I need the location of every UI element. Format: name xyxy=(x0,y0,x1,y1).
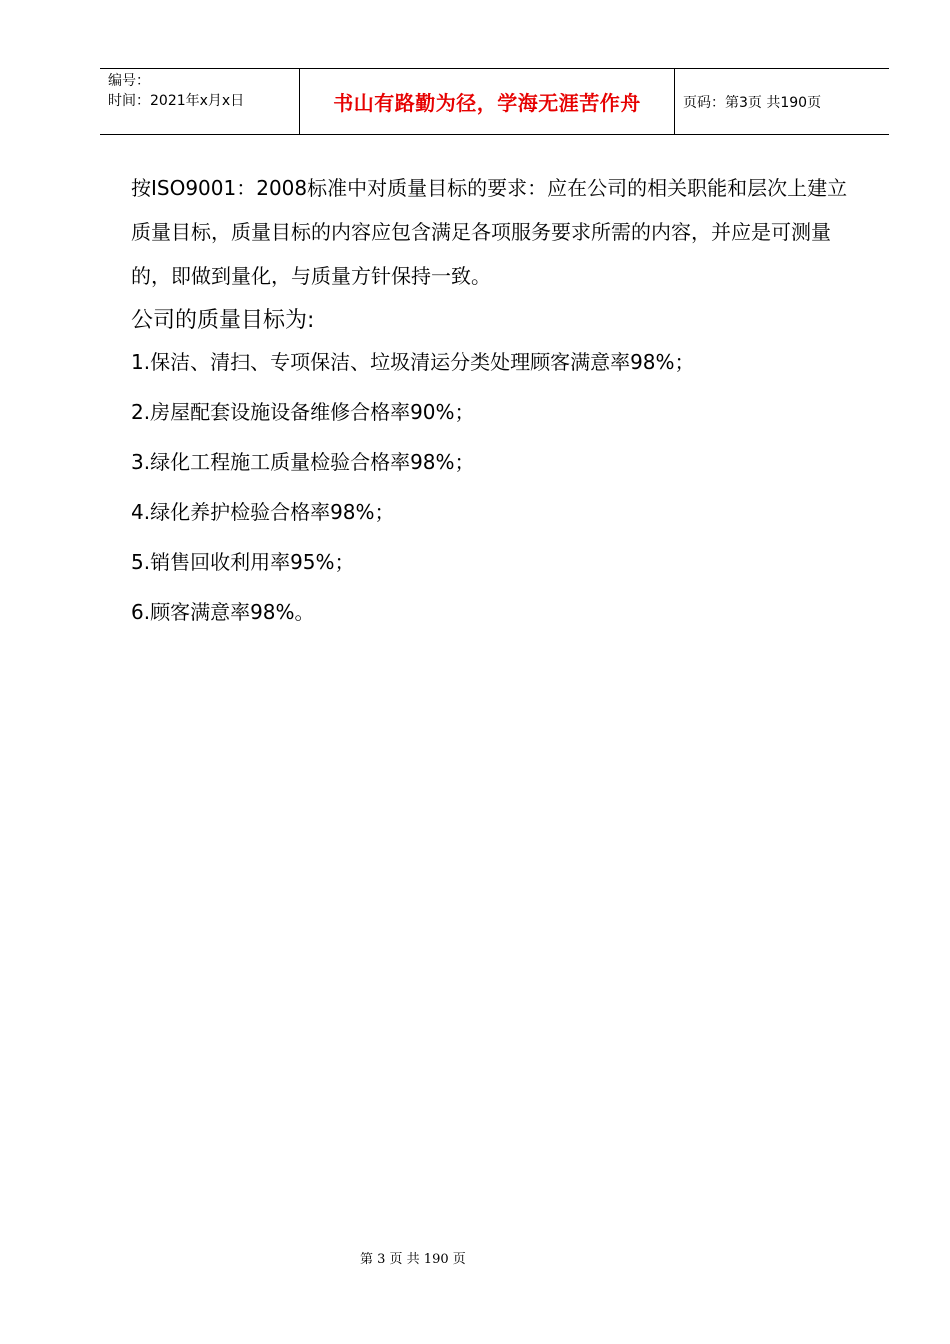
intro-paragraph: 按ISO9001：2008标准中对质量目标的要求：应在公司的相关职能和层次上建立质量目标，质量目标的内容应包含满足各项服务要求所需的内容，并应是可测量的，即做到量化，与质量方针保持一致。 xyxy=(131,176,848,288)
page-header xyxy=(100,68,889,135)
section-heading: 公司的质量目标为: xyxy=(131,308,315,333)
header-motto: 书山有路勤为径，学海无涯苦作舟 xyxy=(300,69,675,134)
time-label: 时间：2021年x月x日 xyxy=(108,93,245,109)
list-item: 6.顾客满意率98%。 xyxy=(131,600,315,624)
list-item: 3.绿化工程施工质量检验合格率98%； xyxy=(131,450,475,474)
list-item: 4.绿化养护检验合格率98%； xyxy=(131,500,395,524)
header-page-info: 页码：第3页 共190页 xyxy=(683,94,822,111)
header-meta xyxy=(100,69,300,134)
list-item: 5.销售回收利用率95%； xyxy=(131,550,355,574)
list-item: 2.房屋配套设施设备维修合格率90%； xyxy=(131,400,475,424)
page-footer: 第 3 页 共 190 页 xyxy=(360,1252,466,1267)
number-label: 编号： xyxy=(108,73,150,89)
document-body xyxy=(131,166,861,650)
list-item: 1.保洁、清扫、专项保洁、垃圾清运分类处理顾客满意率98%； xyxy=(131,350,695,374)
